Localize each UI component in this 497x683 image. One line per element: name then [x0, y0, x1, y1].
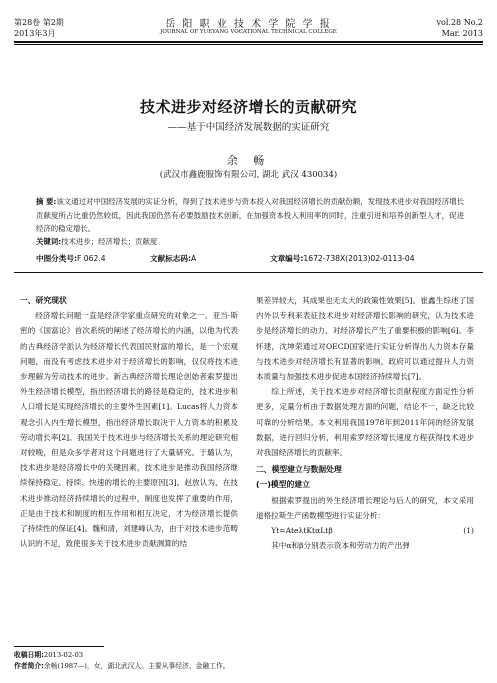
abstract-rule: [14, 272, 483, 273]
journal-name-en: JOURNAL OF YUEYANG VOCATIONAL TECHNICAL COLLEGE: [160, 29, 337, 35]
keywords: [36, 236, 157, 247]
volume-line-1: vol.28 No.2: [436, 18, 483, 27]
left-column: [20, 293, 238, 551]
header-rule-thin: [14, 44, 483, 45]
received-label: 收稿日期:: [14, 651, 44, 659]
right-column: [256, 293, 474, 553]
doc-code-label: 文献标志码:: [150, 254, 192, 263]
article-no-label: 文章编号:: [270, 254, 304, 263]
author-bio: [14, 661, 483, 672]
section-2-subheading: (一)模型的建立: [256, 480, 310, 490]
formula-expression: Yt=AteλtKtαLtβ: [271, 526, 333, 536]
article-no-value: 1672-738X(2013)02-0113-04: [303, 254, 415, 263]
article-number: [270, 253, 415, 264]
article-subtitle: ——基于中国经济发展数据的实证研究: [167, 122, 330, 133]
keywords-text: 技术进步；经济增长；贡献度: [61, 237, 158, 246]
author-name: 余 畅: [226, 154, 271, 167]
formula-1: [256, 523, 474, 538]
author-bio-text: 余畅(1987—)，女，湖北武汉人。主要从事经济、金融工作。: [43, 662, 230, 670]
formula-number: (1): [463, 526, 474, 536]
right-paragraph-4: 其中α和β分别表示资本和劳动力的产出弹: [271, 541, 410, 551]
article-title: 技术进步对经济增长的贡献研究: [139, 98, 357, 116]
author-affiliation: (武汉市鑫鹿服饰有限公司, 湖北 武汉 430034): [159, 170, 338, 180]
journal-name-cn: 岳 阳 职 业 技 术 学 院 学 报: [165, 19, 332, 30]
right-paragraph-1: 果差异较大，其成果也无太大的政策性效果[5]。崔鑫生综述了国内外以专利来表征技术进步对经济增长影响的研究，认为技术进步是经济增长的动力，对经济增长产生了重要积极的影响[6]。李怀建，沈坤荣通过对OECD国家进行实证分析得出人力资本存量与技术进步对经济增长有显著的影响，政府可以通过提升人力资本质量与加强技术进步促进本国经济持续增长[7]。: [256, 296, 474, 382]
footnote-rule: [14, 646, 104, 647]
document-code: [150, 253, 196, 264]
issue-line-2: 2013年3月: [14, 29, 56, 38]
received-value: 2013-02-03: [43, 651, 84, 659]
footnote: [14, 650, 483, 672]
header-rule-thick: [14, 41, 483, 43]
abstract-label: 摘 要:: [36, 197, 57, 206]
abstract-text: 该文通过对中国经济发展的实证分析，得到了技术进步与资本投入对我国经济增长的贡献份额，发现技术进步对我国经济增长贡献度所占比重仍然较低，因此我国仍然有必要鼓励技术创新，在加强资本投入利用率的同时，注重引进和培养创新型人才，促进经济的稳定增长。: [36, 197, 464, 233]
volume-line-2: Mar. 2013: [441, 29, 483, 38]
right-paragraph-3: 根据索罗提出的外生经济增长理论与后人的研究，本文采用道格拉斯生产函数模型进行实证分析：: [256, 495, 474, 520]
clc-number: [36, 253, 106, 264]
received-date: [14, 650, 483, 661]
section-1-heading: 一、研究现状: [20, 296, 67, 305]
author-bio-label: 作者简介:: [14, 662, 44, 670]
doc-code-value: A: [191, 254, 197, 263]
abstract: [36, 195, 464, 236]
clc-value: F 062.4: [77, 254, 106, 263]
keywords-label: 关键词:: [36, 237, 62, 246]
clc-label: 中图分类号:: [36, 254, 78, 263]
issue-line-1: 第28卷 第2期: [14, 18, 64, 27]
section-2-heading: 二、模型建立与数据处理: [256, 465, 342, 475]
left-paragraph-1: 经济增长问题一直是经济学家重点研究的对象之一。亚当·斯密的《国富论》首次系统的阐述了经济增长的内涵，以他为代表的古典经济学派认为经济增长代表国民财富的增长，是一个宏观问题，而没有考虑技术进步对于经济增长的影响，仅仅将技术进步理解为劳动技术的进步。新古典经济增长理论创始者索罗提出外生经济增长模型，指出经济增长的路径是稳定的，技术进步和人口增长是实现经济增长的主要外生因素[1]。Lucas将人力资本观念引入内生增长模型，指出经济增长取决于人力资本的积累及劳动增长率[2]。我国关于技术进步与经济增长关系的理论研究相对较晚，但是众多学者对这个问题进行了大量研究。于璐认为，技术进步是经济增长中的关键因素，技术进步是推动我国经济继续保持稳定、持续、快速的增长的主要原因[3]。赵放认为，在技术进步推动经济持续增长的过程中，制度也发挥了重要的作用，正是由于技术和制度的相互作用和相互决定，才为经济增长提供了持续性的保证[4]。魏和清，刘建峰认为，由于对技术进步范畴认识的不足，致使很多关于技术进步贡献测算的结: [20, 311, 238, 549]
right-paragraph-2: 综上所述，关于技术进步对经济增长贡献程度方面定性分析更多，定量分析由于数据处理方面的问题，结论不一，缺乏比较可靠的分析结果。本文利用我国1978年到2011年间的经济发展数据，进行回归分析，利用索罗经济增长速度方程获得技术进步对我国经济增长的贡献率。: [256, 387, 474, 458]
